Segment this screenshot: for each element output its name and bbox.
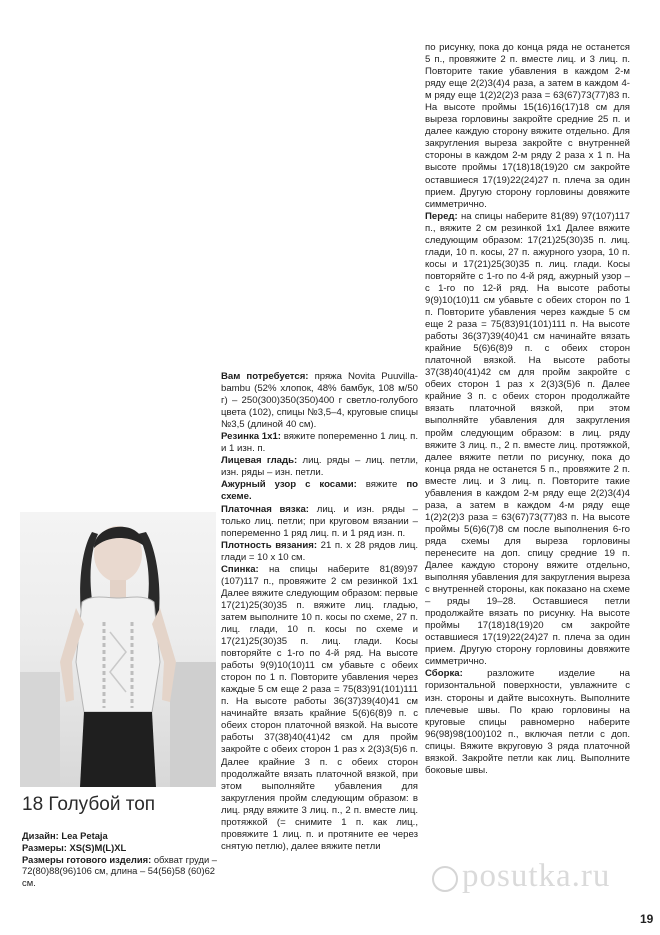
right-column — [425, 42, 630, 777]
back-text: на спицы наберите 81(89)97 (107)117 п., провяжите 2 см резинкой 1х1 Далее вяжите следующим образом: первые 17(21)25(30)35 п. вяжите лиц. гладью, затем выполните 10 п. косы по схеме, 27 п. лиц. глади, 10 п. косы по схеме и 17(21)25(30)35 п. лиц. глади. Косы повторяйте с 1-го по 4-й ряд. На высоте работы 9(9)10(10)11 см убавьте с обеих сторон по 1 п. Повторите убавления через каждые 5 см еще 2 раза = 75(83)91(101)111 п. На высоте работы 36(37)39(40)41 см начинайте вязать крайние 5(6)6(8)9 п. с обеих сторон платочной вязкой. На высоте работы 37(38)40(41)42 см для пройм закройте с обеих сторон 1 раз х 2(3)3(5)6 п. Далее крайние 3 п. с обеих сторон продолжайте вязать платочной вязкой, при этом выполняйте убавления для закругления пройм следующим образом: в лиц. ряду вяжите 3 лиц. п., 2 п. вместе лиц. протяжкой (= снимите 1 п. как лиц., провяжите 1 лиц. п. и протяните ее через снятую петлю), далее вяжите петли — [221, 563, 418, 852]
model-illustration — [20, 512, 216, 787]
materials-paragraph — [221, 371, 418, 431]
materials-text: пряжа Novita Puuvilla-bambu (52% хлопок, 48% бамбук, 108 м/50 г) – 250(300)350(350)400 г светло-голубого цвета (102), спицы №3,5–4, круговые спицы №3,5 (длиной 40 см). — [221, 371, 418, 431]
front-label: Перед: — [425, 210, 458, 222]
back-paragraph — [221, 564, 418, 853]
assembly-text: разложите изделие на горизонтальной поверхности, увлажните с изн. стороны и дайте высохнуть. Выполните плечевые швы. По краю горловины на круговые спицы равномерно наберите 96(98)98(100)102 п., включая петли с доп. спицы. Вяжите вкруговую 3 ряда платочной вязкой. Закройте петли как лиц. Выполните боковые швы. — [425, 668, 630, 776]
page-number: 19 — [640, 912, 654, 926]
design-line — [22, 830, 218, 842]
background-chair — [20, 672, 60, 787]
design-label: Дизайн: — [22, 830, 59, 841]
back-continued: по рисунку, пока до конца ряда не останется 5 п., провяжите 2 п. вместе лиц. и 3 лиц. п. Повторите такие убавления в каждом 2-м ряду еще 2(2)3(4)4 раза, а затем в каждом 4-м ряду еще 1(2)2(2)3 раза = 63(67)73(77)83 п. На высоте проймы 15(16)16(17)18 см для выреза горловины закройте средние 25 п. и далее каждую сторону вяжите отдельно. Для закругления выреза закройте с внутренней стороны в каждом 2-м ряду 2 раза х 1 п. На высоте проймы 17(18)18(19)20 см закройте оставшиеся 17(19)22(24)27 п. плеча за один прием. Другую сторону горловины довяжите симметрично. — [425, 42, 630, 210]
stockinette-paragraph — [221, 455, 418, 479]
stockinette-label: Лицевая гладь: — [221, 455, 298, 467]
ribbing-text: вяжите попеременно 1 лиц. п. и 1 изн. п. — [221, 431, 418, 455]
sizes-line — [22, 842, 218, 854]
gauge-text: 21 п. х 28 рядов лиц. глади = 10 х 10 см. — [221, 539, 418, 563]
openwork-emph: по схеме. — [221, 479, 419, 503]
watermark: posutka.ru — [462, 858, 611, 894]
project-title: 18 Голубой топ — [22, 794, 156, 815]
finished-value: обхват груди – 72(80)88(96)106 см, длина – 54(56)58 (60)62 см. — [22, 853, 217, 889]
ribbing-paragraph — [221, 431, 418, 455]
front-text: на спицы наберите 81(89) 97(107)117 п., вяжите 2 см резинкой 1х1 Далее вяжите следующим образом: 17(21)25(30)35 п. лиц. глади, 10 п. косы, 27 п. ажурного узора, 10 п. косы и 17(21)25(30)35 п. лиц. глади. Косы повторяйте с 1-го по 4-й ряд, ажурный узор – с 1-го по 12-й ряд. На высоте работы 9(9)10(10)11 см убавьте с обеих сторон по 1 п. Повторите убавления через каждые 5 см еще 2 раза = 75(83)91(101)111 п. На высоте работы 36(37)39(40)41 см начинайте вязать крайние 5(6)6(8)9 п. с обеих сторон платочной вязкой. На высоте работы 37(38)40(41)42 см для пройм закройте с обеих сторон 1 раз х 2(3)3(5)6 п. Далее крайние 3 п. с обеих сторон продолжайте вязать платочной вязкой, при этом выполняйте убавления для закругления пройм следующим образом: в лиц. ряду вяжите 3 лиц. п., 2 п. вместе лиц. протяжкой, далее вяжите петли по рисунку, пока до конца ряда не останется 5 п., провяжите 2 п. вместе лиц. и 3 лиц. п. Повторите такие убавления в каждом 2-м ряду еще 2(2)3(4)4 раза, а затем в каждом 4-м ряду еще 1(2)2(2)3 раза = 63(67)73(77)83 п. На высоте проймы 5(6)6(7)8 см после выполнения 6-го ряда схемы для выреза горловины перенесите на доп. спицу средние 19 п. Далее каждую сторону вяжите отдельно, выполняя убавления для закругления выреза с внутренней стороны, как показано на схеме – ряды 19–28. Оставшиеся петли продолжайте вязать по рисунку. На высоте проймы 17(18)18(19)20 см закройте оставшиеся 17(19)22(24)27 п. плеча за один прием. Другую сторону горловины довяжите симметрично. — [425, 210, 630, 668]
sizes-label: Размеры: — [22, 841, 67, 853]
front-paragraph — [425, 211, 630, 669]
gauge-label: Плотность вязания: — [221, 539, 318, 551]
background-furniture — [170, 662, 216, 787]
neck — [110, 580, 126, 598]
finished-label: Размеры готового изделия: — [22, 853, 152, 865]
project-caption — [22, 794, 218, 889]
top-garment — [76, 597, 160, 712]
gauge-paragraph — [221, 540, 418, 564]
assembly-paragraph — [425, 668, 630, 776]
model-photo — [20, 512, 216, 787]
back-label: Спинка: — [221, 563, 259, 575]
trousers — [80, 712, 156, 787]
openwork-label: Ажурный узор с косами: — [221, 479, 357, 491]
stockinette-text: лиц. ряды – лиц. петли, изн. ряды – изн. петли. — [221, 455, 418, 479]
middle-column — [221, 371, 418, 853]
assembly-label: Сборка: — [425, 668, 463, 680]
garter-label: Платочная вязка: — [221, 503, 309, 515]
materials-label: Вам потребуется: — [221, 371, 309, 382]
ribbing-label: Резинка 1х1: — [221, 431, 281, 443]
watermark-logo-icon — [432, 866, 458, 892]
sizes-value: XS(S)M(L)XL — [69, 841, 127, 853]
design-value: Lea Petaja — [61, 830, 108, 841]
finished-line — [22, 854, 218, 889]
garter-text: лиц. и изн. ряды – только лиц. петли; при круговом вязании – попеременно 1 ряд лиц. п. и 1 ряд изн. п. — [221, 503, 418, 539]
garter-paragraph — [221, 504, 418, 540]
openwork-paragraph — [221, 479, 418, 503]
openwork-text: вяжите — [365, 479, 398, 491]
